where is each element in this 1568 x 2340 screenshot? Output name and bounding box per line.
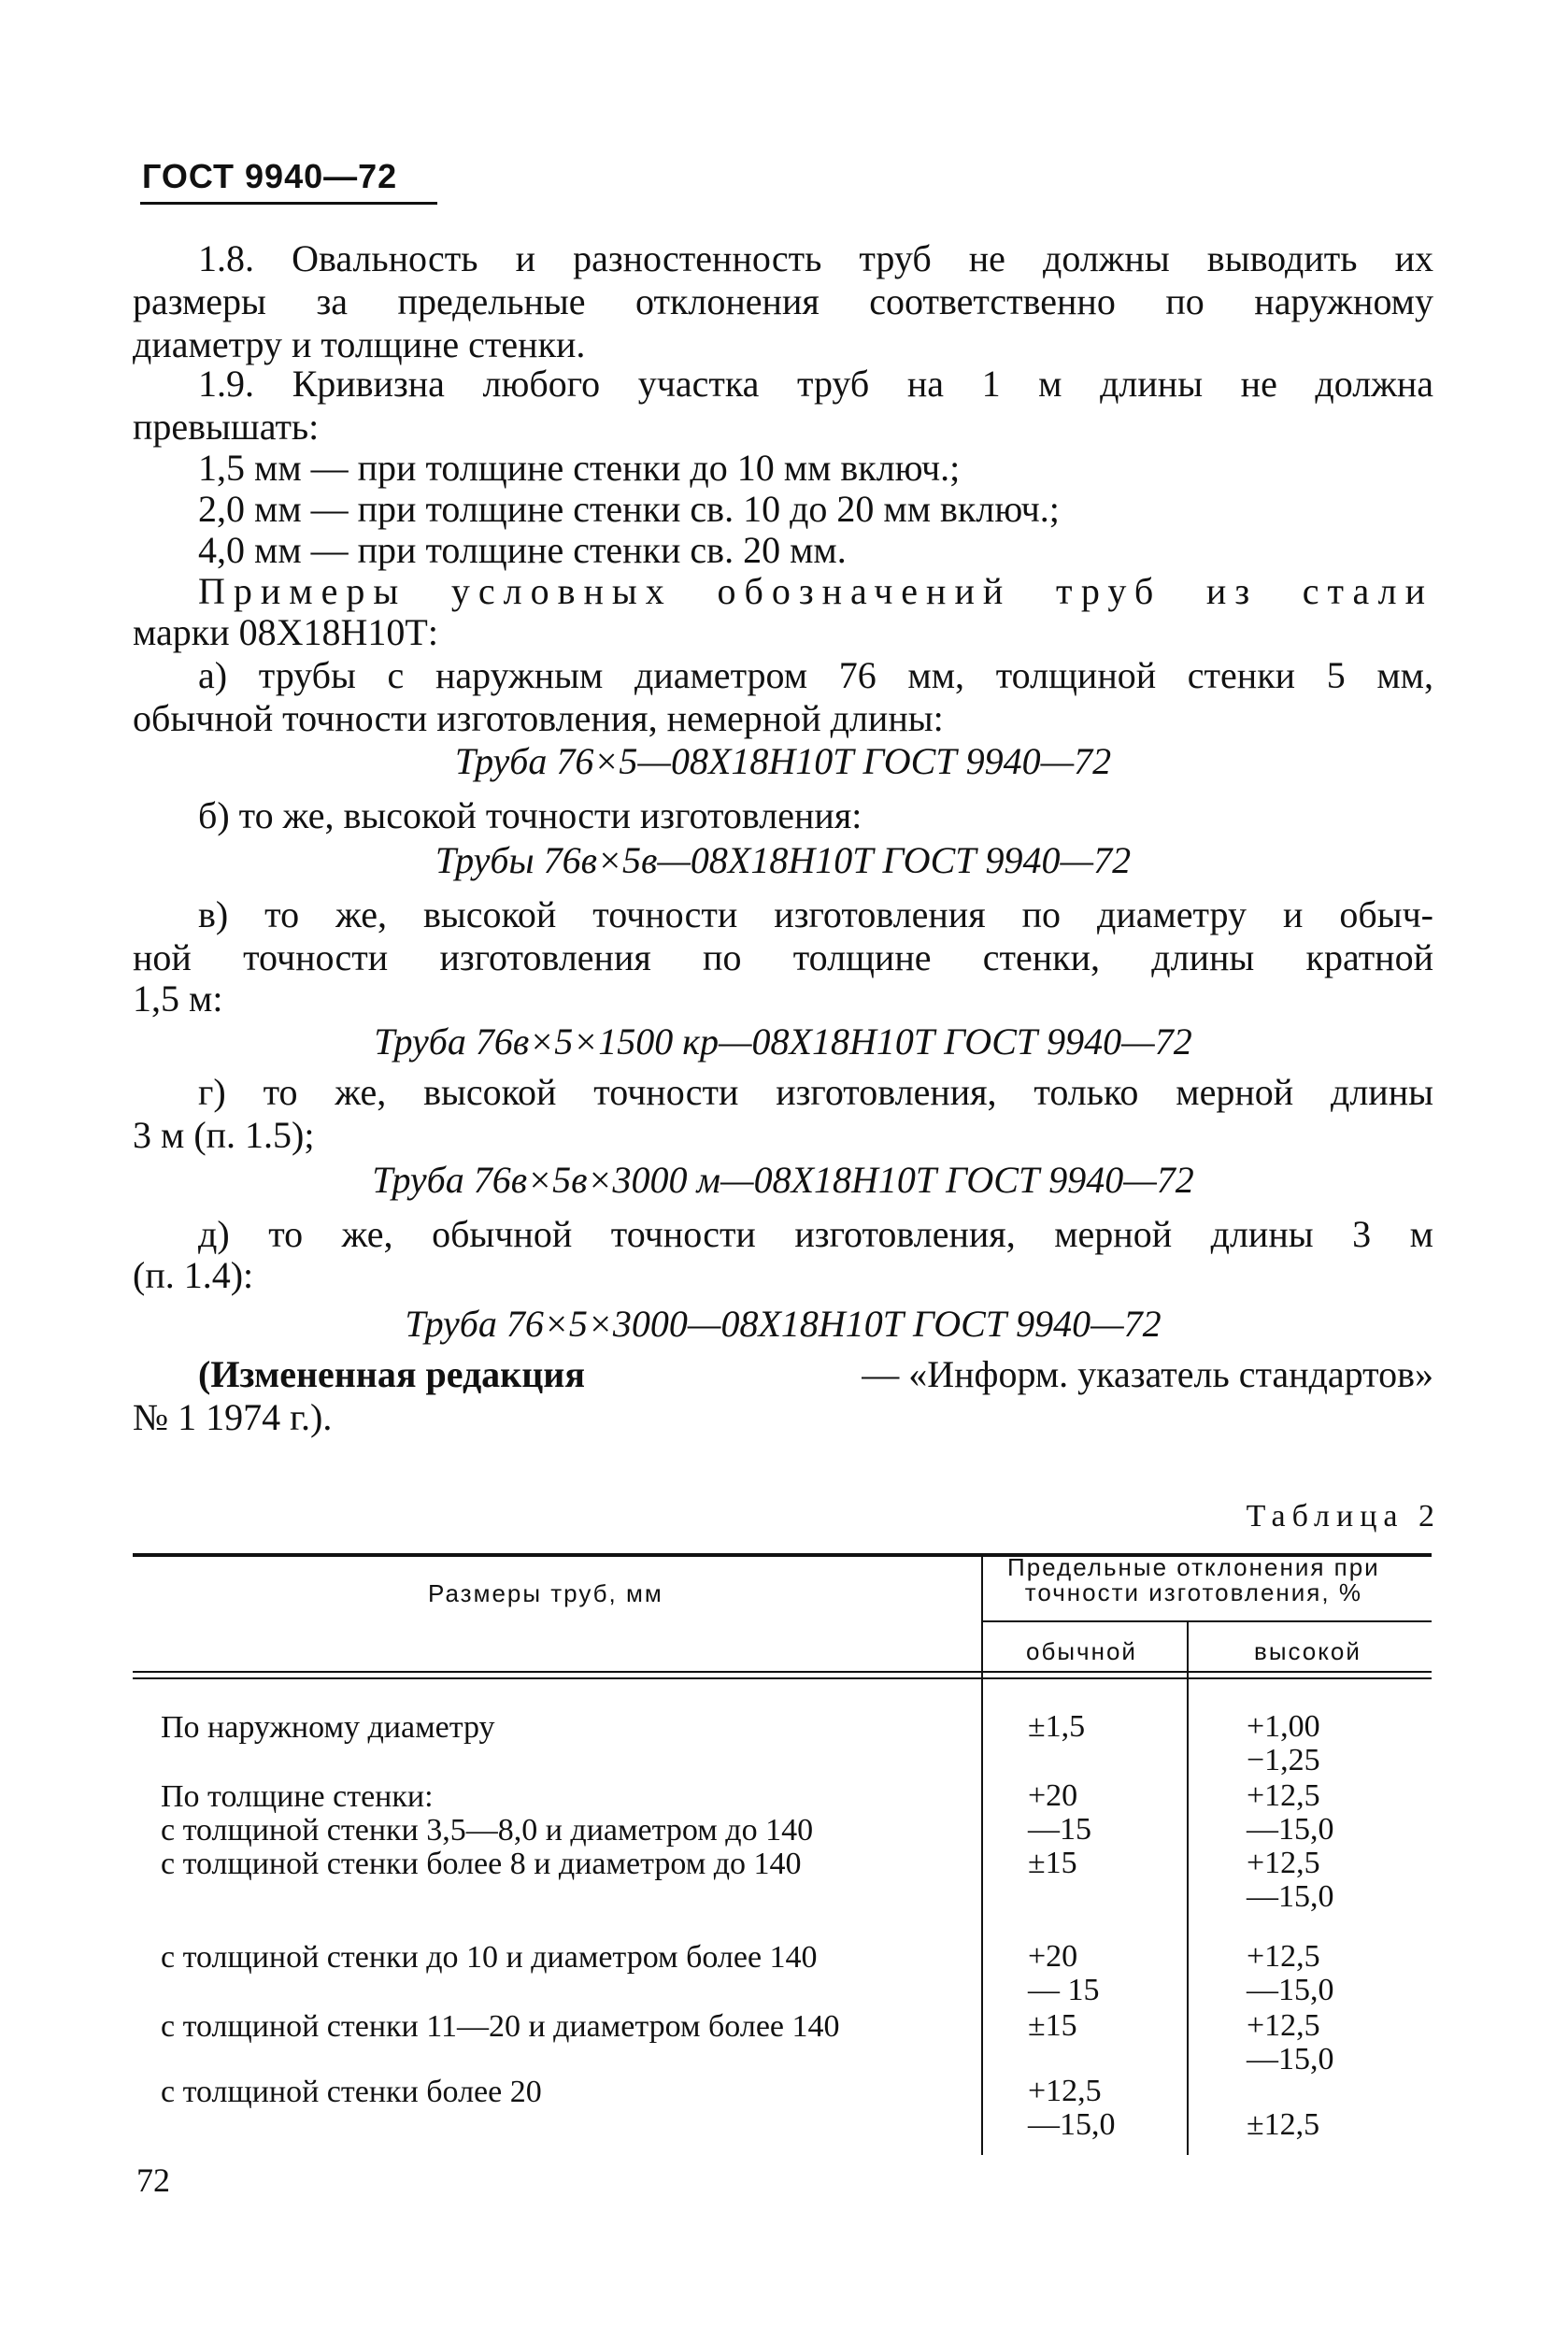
example-a-designation: Труба 76×5—08Х18Н10Т ГОСТ 9940—72 — [454, 740, 1112, 782]
row-value-ordinary: +20 — 15 — [1028, 1939, 1100, 2007]
p18-line1: 1.8. Овальность и разностенность труб не должны выводить их — [198, 237, 1433, 279]
row-label-wall-11-20: с толщиной стенки 11—20 и диаметром более 140 — [161, 2009, 840, 2044]
example-d-line1: д) то же, обычной точности изготовления, мерной длины 3 м — [198, 1213, 1433, 1255]
table-vline-2 — [1187, 1622, 1189, 2155]
edition-note-bold: (Измененная редакция — [198, 1353, 585, 1395]
example-v-line3: 1,5 м: — [133, 977, 223, 1020]
example-b-line1: б) то же, высокой точности изготовления: — [198, 794, 862, 836]
row-value-ordinary: —15 — [1028, 1812, 1091, 1847]
row-label-wall-over-20: с толщиной стенки более 20 — [161, 2075, 542, 2109]
col-header-sizes: Размеры труб, мм — [428, 1579, 663, 1607]
row-label-wall-3-8: с толщиной стенки 3,5—8,0 и диаметром до 140 — [161, 1813, 814, 1848]
curvature-item-2: 2,0 мм — при толщине стенки св. 10 до 20 мм включ.; — [198, 488, 1060, 530]
row-label-wall-to-10: с толщиной стенки до 10 и диаметром более 140 — [161, 1940, 818, 1975]
row-value-ordinary: ±15 — [1028, 2008, 1077, 2043]
table-caption: Таблица 2 — [1246, 1499, 1441, 1534]
row-value-high: +12,5 —15,0 — [1247, 1846, 1334, 1914]
example-v-line1: в) то же, высокой точности изготовления по диаметру и обыч- — [198, 893, 1433, 935]
p18-line3: диаметру и толщине стенки. — [133, 323, 586, 365]
curvature-item-1: 1,5 мм — при толщине стенки до 10 мм включ.; — [198, 447, 961, 489]
page-number: 72 — [136, 2162, 170, 2199]
row-value-ordinary: ±15 — [1028, 1846, 1077, 1880]
edition-note-line2: № 1 1974 г.). — [133, 1396, 333, 1438]
example-d-designation: Труба 76×5×3000—08Х18Н10Т ГОСТ 9940—72 — [405, 1303, 1162, 1345]
row-value-high: +12,5 — [1247, 1778, 1320, 1813]
table-header-rule-1 — [133, 1671, 1432, 1673]
document-code: ГОСТ 9940—72 — [142, 157, 398, 195]
example-a-line1: а) трубы с наружным диаметром 76 мм, толщиной стенки 5 мм, — [198, 654, 1433, 696]
p18-line2: размеры за предельные отклонения соответственно по наружному — [133, 280, 1433, 322]
edition-note-line1 — [198, 1353, 1433, 1396]
p19-line1: 1.9. Кривизна любого участка труб на 1 м длины не должна — [198, 363, 1433, 405]
row-value-ordinary: +20 — [1028, 1778, 1078, 1813]
row-value-ordinary: +12,5 —15,0 — [1028, 2074, 1116, 2142]
example-v-line2: ной точности изготовления по толщине стенки, длины кратной — [133, 936, 1433, 978]
row-value-high: +12,5 —15,0 — [1247, 1939, 1334, 2007]
row-value-ordinary: ±1,5 — [1028, 1709, 1086, 1744]
edition-note-rest: — «Информ. указатель стандартов» — [862, 1353, 1433, 1395]
example-g-line2: 3 м (п. 1.5); — [133, 1114, 315, 1156]
row-value-high: ±12,5 — [1247, 2107, 1320, 2142]
example-a-line2: обычной точности изготовления, немерной длины: — [133, 697, 944, 739]
example-d-line2: (п. 1.4): — [133, 1254, 254, 1296]
row-label-outer-diameter: По наружному диаметру — [161, 1710, 495, 1745]
curvature-item-3: 4,0 мм — при толщине стенки св. 20 мм. — [198, 529, 847, 571]
example-g-designation: Труба 76в×5в×3000 м—08Х18Н10Т ГОСТ 9940—72 — [372, 1159, 1194, 1201]
p19-line2: превышать: — [133, 406, 320, 448]
row-value-high: —15,0 — [1247, 1812, 1334, 1847]
table-header-rule-2 — [133, 1677, 1432, 1679]
col-header-deviations-line2: точности изготовления, % — [1024, 1578, 1362, 1606]
row-label-wall-thickness: По толщине стенки: — [161, 1779, 434, 1814]
col-header-high: высокой — [1254, 1637, 1361, 1665]
col-header-deviations — [1007, 1553, 1380, 1607]
col-header-ordinary: обычной — [1026, 1637, 1137, 1665]
table-subheader-rule — [981, 1620, 1432, 1622]
examples-heading: Примеры условных обозначений труб из стали — [198, 570, 1433, 612]
table-vline-1 — [981, 1557, 983, 2155]
example-v-designation: Труба 76в×5×1500 кр—08Х18Н10Т ГОСТ 9940—72 — [374, 1020, 1192, 1063]
col-header-deviations-line1: Предельные отклонения при — [1007, 1553, 1380, 1581]
row-label-wall-over-8: с толщиной стенки более 8 и диаметром до 140 — [161, 1847, 802, 1881]
row-value-high: +1,00 −1,25 — [1247, 1709, 1320, 1777]
examples-heading-2: марки 08Х18Н10Т: — [133, 611, 438, 653]
example-g-line1: г) то же, высокой точности изготовления, только мерной длины — [198, 1071, 1433, 1113]
header-rule — [140, 202, 437, 205]
row-value-high: +12,5 —15,0 — [1247, 2008, 1334, 2076]
example-b-designation: Трубы 76в×5в—08Х18Н10Т ГОСТ 9940—72 — [435, 839, 1132, 881]
